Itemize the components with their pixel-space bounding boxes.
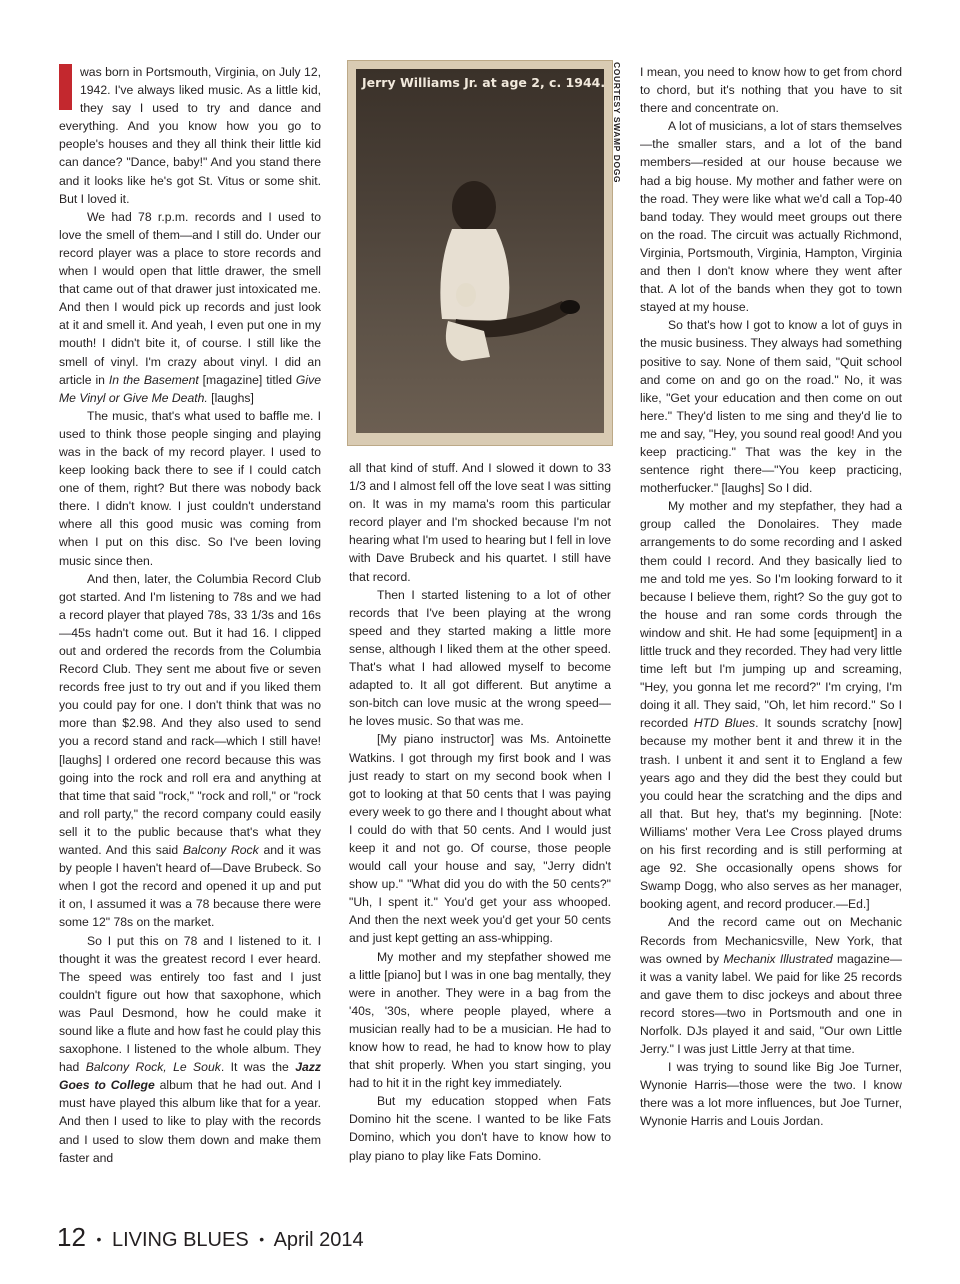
- paragraph-4: And then, later, the Columbia Record Club got started. And I'm listening to 78s and we had a record player that played 78s, 33 1/3s and 16s—45s hadn't come out. But it had 16. I clipped out and ordered the records from the Columbia Record Club. They sent me about five or seven records free just to try out and if you liked them you could pay for one. I don't think that was no more than $2.98. And they also used to send you a record stand and rack—which I still have! [laughs] I ordered one record because this was going into the rock and roll era and anything at that time that said "rock," "rock and roll," or "rock and roll party," the record company could easily sell it to the public because that's what they wanted. And this said Balcony Rock and it was by people I haven't heard of—Dave Brubeck. So when I got the record and opened it up and put it on, I assumed it was a 78 because there were some 12" 78s on the market.: [59, 571, 321, 930]
- paragraph-16: I was trying to sound like Big Joe Turner, Wynonie Harris—those were the two. I know there was a lot more influences, but Joe Turner, Wynonie Harris and Louis Jordan.: [640, 1060, 902, 1129]
- paragraph-13: So that's how I got to know a lot of guys in the music business. They always had something positive to say. None of them said, "Quit school and come on and go on the road." No, it was like, "Get your education and then come on out here." They'd listen to me sing and they'd lie to me and say, "Hey, you sound real good! And you keep practicing." That was the key in the sentence right there—"You keep practicing, motherfucker." [laughs] So I did.: [640, 318, 903, 496]
- paragraph-6: all that kind of stuff. And I slowed it down to 33 1/3 and I almost fell off the love seat I was sitting on. It was in my mama's room this particular record player and I'm shocked because I'm not hearing what I'm used to hearing but I fell in love with Dave Brubeck and his quartet. I still have that record.: [349, 461, 611, 584]
- paragraph-2: We had 78 r.p.m. records and I used to love the smell of them—and I still do. Under our record player was a place to store records and when I would open that little drawer, the smell that came out of that drawer just intoxicated me. And then I would pick up records and just look at it and smell it. And yeah, I even put one in my mouth! I didn't bite it, of course. I still like the smell of vinyl. I'm crazy about vinyl. I did an article in In the Basement [magazine] titled Give Me Vinyl or Give Me Death. [laughs]: [59, 209, 321, 405]
- paragraph-9: My mother and my stepfather showed me a little [piano] but I was in one bag mentally, they were in another. They were in a bag from the '40s, '30s, where people played, where a musician really had to be a musician. He had to know how to read, he had to know how to play that shit properly. When you start singing, you had to hit it in the right key immediately.: [349, 949, 611, 1091]
- paragraph-8: [My piano instructor] was Ms. Antoinette Watkins. I got through my first book and I was just ready to start on my second book when I got to looking at that 50 cents that I was paying every week to go there and I thought about what I could do with that 50 cents. And I would just keep it and not go. Of course, those people would call your house and say, "Jerry didn't show up." "What did you do with the 50 cents?" "Uh, I spent it." You'd get your ass whooped. And then the next week you'd get your 50 cents and just kept getting an ass-whipping.: [349, 732, 611, 946]
- page-footer: [57, 1222, 364, 1253]
- paragraph-14: My mother and my stepfather, they had a group called the Donolaires. They made arrangements to do some recording and I asked them could I record. And they basically lied to me and told me yes. So I'm looking forward to it because I believe them, right? So the guy got to the house and ran some cords through the window and shit. He had some [equipment] in a little truck and they recorded. They had very little time left but I'm jumping up and screaming, "Hey, you gonna let me record?" I'm crying, I'm doing it all. They said, "Oh, let him record." So I recorded HTD Blues. It sounds scratchy [now] because my mother bent it and threw it in the trash. I unbent it and sent it to England a few years ago and they did the best they could but you could hear the scratching and the dips and all that. But hey, that's my beginning. [Note: Williams' mother Vera Lee Cross played drums on his first recording and is still performing at age 92. She occasionally opens shows for Swamp Dogg, who also serves as her manager, booking agent, and record producer.—Ed.]: [640, 499, 902, 912]
- photo-credit: COURTESY SWAMP DOGG: [612, 62, 622, 184]
- photo-image: [356, 69, 604, 433]
- separator-dot: •: [96, 1231, 102, 1247]
- magazine-title: Mechanix Illustrated: [723, 951, 833, 966]
- article-column-2: [349, 459, 611, 1165]
- record-title: HTD Blues: [693, 716, 756, 731]
- photo-caption: Jerry Williams Jr. at age 2, c. 1944.: [362, 75, 606, 90]
- page-number: 12: [57, 1222, 86, 1252]
- paragraph-1: was born in Portsmouth, Virginia, on July 12, 1942. I've always liked music. As a little kid, they say I used to try and dance and everything. And you know how you go to people's houses and they all think their little kid can dance? "Dance, baby!" And you stand there and it looks like he's got St. Vitus or some shit. But I loved it.: [59, 65, 321, 206]
- article-title: Give Me Vinyl or Give Me Death.: [59, 372, 321, 405]
- issue-date: April 2014: [273, 1229, 364, 1251]
- magazine-title: In the Basement: [108, 372, 199, 387]
- article-column-3: [640, 63, 902, 1131]
- paragraph-10: But my education stopped when Fats Domino hit the scene. I wanted to be like Fats Domino, which you don't have to know how to play piano to play like Fats Domino.: [349, 1094, 611, 1163]
- paragraph-5: So I put this on 78 and I listened to it. I thought it was the greatest record I ever heard. The speed was entirely too fast and I just couldn't figure out how that saxophone, which was Paul Desmond, how he could make it sound like a flute and how fast he could play this saxophone. I listened to the whole album. They had Balcony Rock, Le Souk. It was the Jazz Goes to College album that he had out. And I must have played this album like that for a year. And then I used to like to play with the records and I used to slow them down and make them faster and: [59, 933, 321, 1165]
- child-silhouette: [356, 69, 606, 435]
- album-title: Balcony Rock: [182, 843, 259, 858]
- magazine-name: LIVING BLUES: [111, 1229, 249, 1251]
- article-column-1: [59, 63, 321, 1167]
- paragraph-15: And the record came out on Mechanic Records from Mechanicsville, New York, that was owned by Mechanix Illustrated magazine—it was a vanity label. We paid for like 25 records and gave them to disc jockeys and about three record stores—two in Portsmouth and one in Norfolk. DJs played it and said, "Our own Little Jerry." I was just Little Jerry at that time.: [640, 915, 902, 1057]
- paragraph-3: The music, that's what used to baffle me. I used to think those people singing and playing was in the back of my record player. I used to keep looking back there to see if I could catch one of them, right? But there was nobody back there. I didn't know. I just couldn't understand where all this good music was coming from when I put on this disc. So I've been loving music since then.: [59, 408, 321, 568]
- paragraph-11: I mean, you need to know how to get from chord to chord, but it's nothing that you have to sit there and concentrate on.: [640, 65, 902, 116]
- album-title-bold: Jazz Goes to College: [59, 1060, 321, 1093]
- album-title: Balcony Rock, Le Souk: [85, 1060, 221, 1075]
- paragraph-12: A lot of musicians, a lot of stars themselves—the smaller stars, and a lot of the band members—resided at our house because we had a big house. My mother and father were on the road. They were like what we'd call a Top-40 band today. They would meet groups out there on the road. The circuit was actually Richmond, Virginia, Portsmouth, Virginia, Hampton, Virginia and then I don't know where they went after that. A lot of the bands when they got to town stayed at my house.: [640, 119, 902, 315]
- drop-cap-i: [59, 64, 72, 110]
- separator-dot: •: [259, 1231, 265, 1247]
- paragraph-7: Then I started listening to a lot of other records that I've been playing at the wrong speed and they started making a little more sense, although I liked them at the other speed. That's what I had allowed myself to become adapted to. It all got different. But anytime a son-bitch can love music at the wrong speed—he loves music. So that was me.: [349, 587, 611, 729]
- photo: [347, 60, 613, 446]
